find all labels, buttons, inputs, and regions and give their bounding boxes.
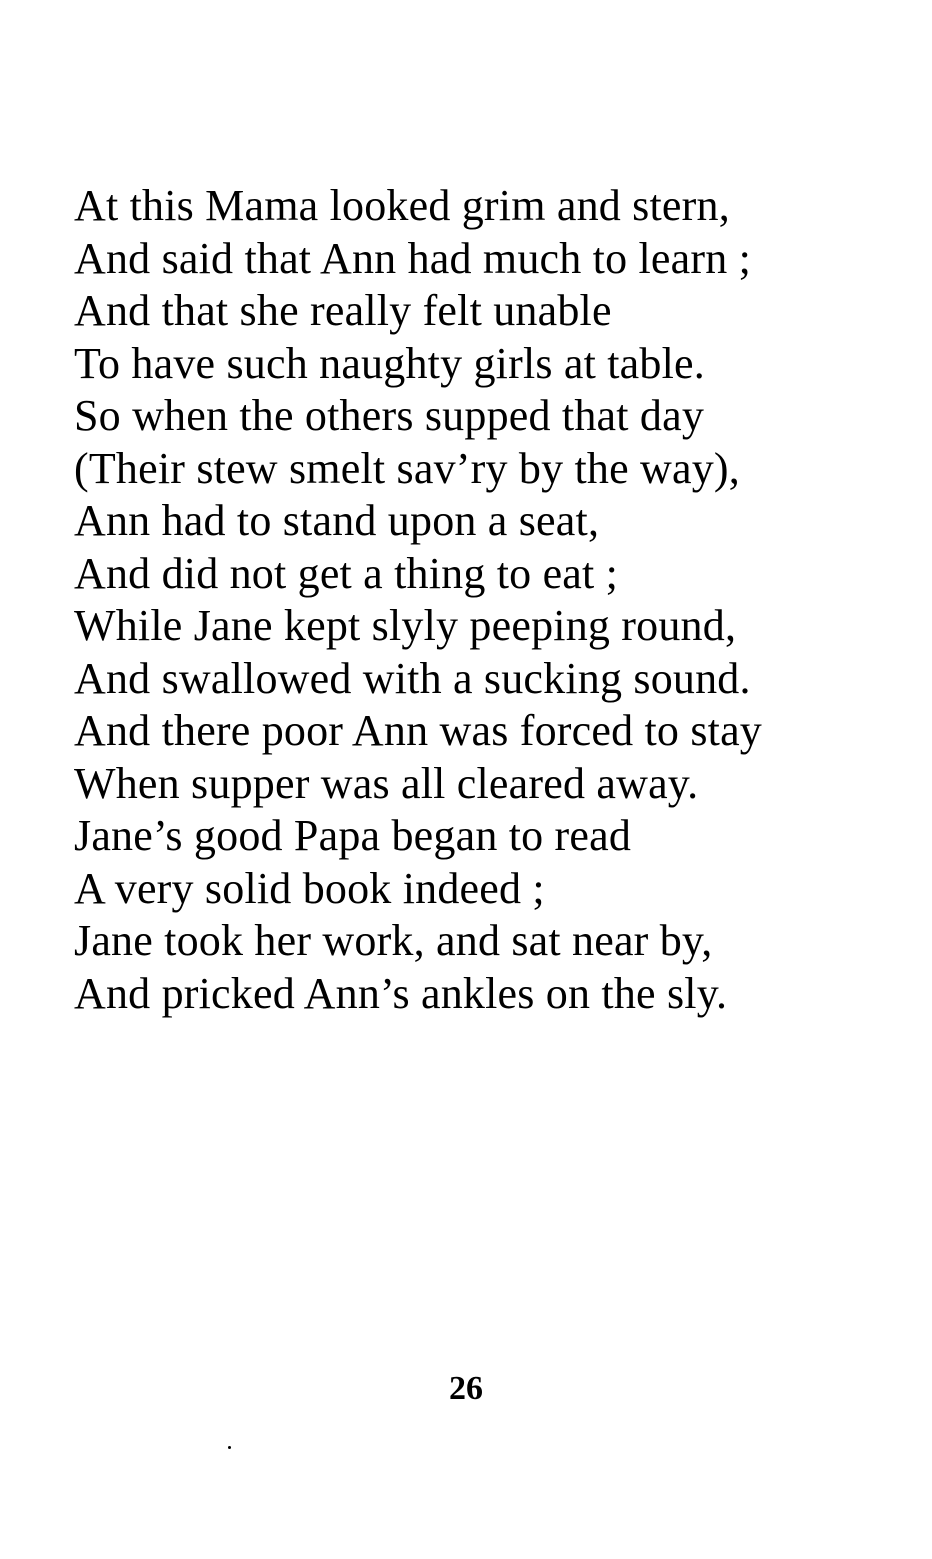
poem-line: And there poor Ann was forced to stay <box>74 706 763 755</box>
poem-line: Jane took her work, and sat near by, <box>74 916 713 965</box>
poem-line: So when the others supped that day <box>74 391 705 440</box>
poem-line: And did not get a thing to eat ; <box>74 548 619 598</box>
poem-line: Jane’s good Papa began to read <box>74 811 632 860</box>
poem-line: And that she really felt unable <box>74 286 612 335</box>
poem-line: When supper was all cleared away. <box>74 758 699 808</box>
poem-line: (Their stew smelt sav’ry by the way), <box>74 443 740 493</box>
poem-text <box>74 180 894 1020</box>
poem-line: While Jane kept slyly peeping round, <box>74 601 737 650</box>
poem-line: To have such naughty girls at table. <box>74 338 705 388</box>
poem-line: At this Mama looked grim and stern, <box>74 181 730 230</box>
poem-line: A very solid book indeed ; <box>74 863 545 913</box>
print-speck <box>228 1446 231 1449</box>
poem-line: And said that Ann had much to learn ; <box>74 233 752 283</box>
poem-line: And pricked Ann’s ankles on the sly. <box>74 968 728 1018</box>
poem-line: Ann had to stand upon a seat, <box>74 496 600 545</box>
page-number: 26 <box>449 1370 483 1407</box>
poem-line: And swallowed with a sucking sound. <box>74 653 751 703</box>
